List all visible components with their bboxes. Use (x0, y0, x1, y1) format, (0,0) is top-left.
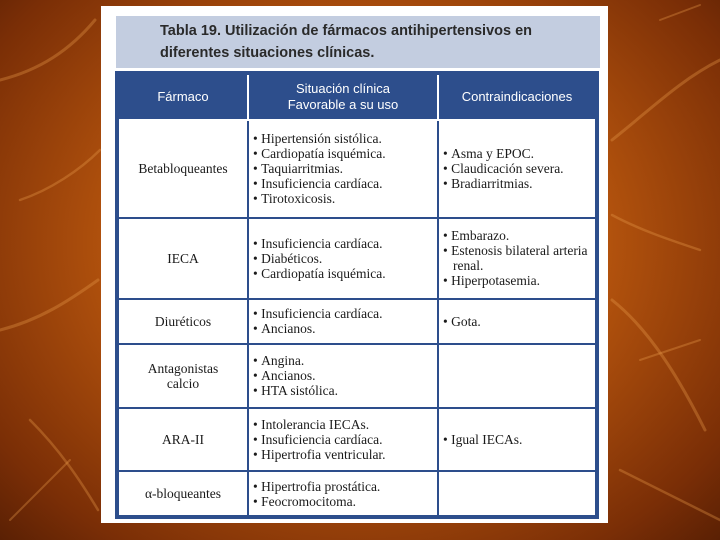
list-item: • Hipertensión sistólica. (253, 131, 433, 146)
drug-cell (117, 120, 248, 218)
favorable-cell (248, 218, 438, 299)
header-drug: Fármaco (117, 73, 248, 120)
list-item: • Ancianos. (253, 368, 433, 383)
list-item: • Hipertrofia prostática. (253, 479, 433, 494)
table-row (117, 471, 597, 517)
header-contraindications: Contraindicaciones (438, 73, 597, 120)
list-item: • Tirotoxicosis. (253, 191, 433, 206)
list-item: • Hiperpotasemia. (443, 273, 591, 288)
drug-name: ARA-II (162, 432, 204, 448)
drug-cell (117, 471, 248, 517)
list-item: • Hipertrofia ventricular. (253, 447, 433, 462)
header-favorable-line-2: Favorable a su uso (287, 96, 399, 112)
list-item: • Angina. (253, 353, 433, 368)
contraindications-cell (438, 408, 597, 471)
list-item: • Taquiarritmias. (253, 161, 433, 176)
contraindications-cell (438, 471, 597, 517)
favorable-cell (248, 299, 438, 344)
drug-name: α-bloqueantes (144, 486, 222, 502)
header-favorable-line-1: Situación clínica (296, 80, 390, 96)
list-item: • Estenosis bilateral arteria renal. (443, 243, 591, 273)
list-item: • Insuficiencia cardíaca. (253, 236, 433, 251)
list-item: • HTA sistólica. (253, 383, 433, 398)
table-row (117, 218, 597, 299)
list-item: • Claudicación severa. (443, 161, 591, 176)
list-item: • Asma y EPOC. (443, 146, 591, 161)
favorable-cell (248, 408, 438, 471)
list-item: • Bradiarritmias. (443, 176, 591, 191)
list-item: • Insuficiencia cardíaca. (253, 306, 433, 321)
contraindications-cell (438, 218, 597, 299)
list-item: • Insuficiencia cardíaca. (253, 432, 433, 447)
drug-name-line-2: calcio (166, 375, 200, 391)
drug-cell (117, 344, 248, 408)
table-row (117, 299, 597, 344)
drug-name-line-1: Antagonistas (147, 360, 219, 376)
antihypertensive-table (115, 71, 599, 519)
list-item: • Diabéticos. (253, 251, 433, 266)
list-item: • Feocromocitoma. (253, 494, 433, 509)
drug-name: Diuréticos (154, 313, 212, 329)
title-line-2: diferentes situaciones clínicas. (160, 45, 375, 61)
table-row (117, 120, 597, 218)
list-item: • Gota. (443, 314, 591, 329)
header-row (117, 73, 597, 120)
drug-cell (117, 218, 248, 299)
contraindications-cell (438, 120, 597, 218)
list-item: • Cardiopatía isquémica. (253, 146, 433, 161)
contraindications-cell (438, 344, 597, 408)
drug-cell (117, 408, 248, 471)
contraindications-cell (438, 299, 597, 344)
title-line-1: Tabla 19. Utilización de fármacos antihipertensivos en (160, 23, 533, 39)
table-row (117, 344, 597, 408)
list-item: • Ancianos. (253, 321, 433, 336)
table-title (160, 20, 590, 64)
favorable-cell (248, 471, 438, 517)
favorable-cell (248, 120, 438, 218)
list-item: • Cardiopatía isquémica. (253, 266, 433, 281)
list-item: • Insuficiencia cardíaca. (253, 176, 433, 191)
drug-name: Betabloqueantes (138, 161, 228, 177)
list-item: • Embarazo. (443, 228, 591, 243)
header-favorable (248, 73, 438, 120)
drug-cell (117, 299, 248, 344)
list-item: • Igual IECAs. (443, 432, 591, 447)
favorable-cell (248, 344, 438, 408)
list-item: • Intolerancia IECAs. (253, 417, 433, 432)
drug-name: IECA (167, 250, 199, 266)
table-row (117, 408, 597, 471)
